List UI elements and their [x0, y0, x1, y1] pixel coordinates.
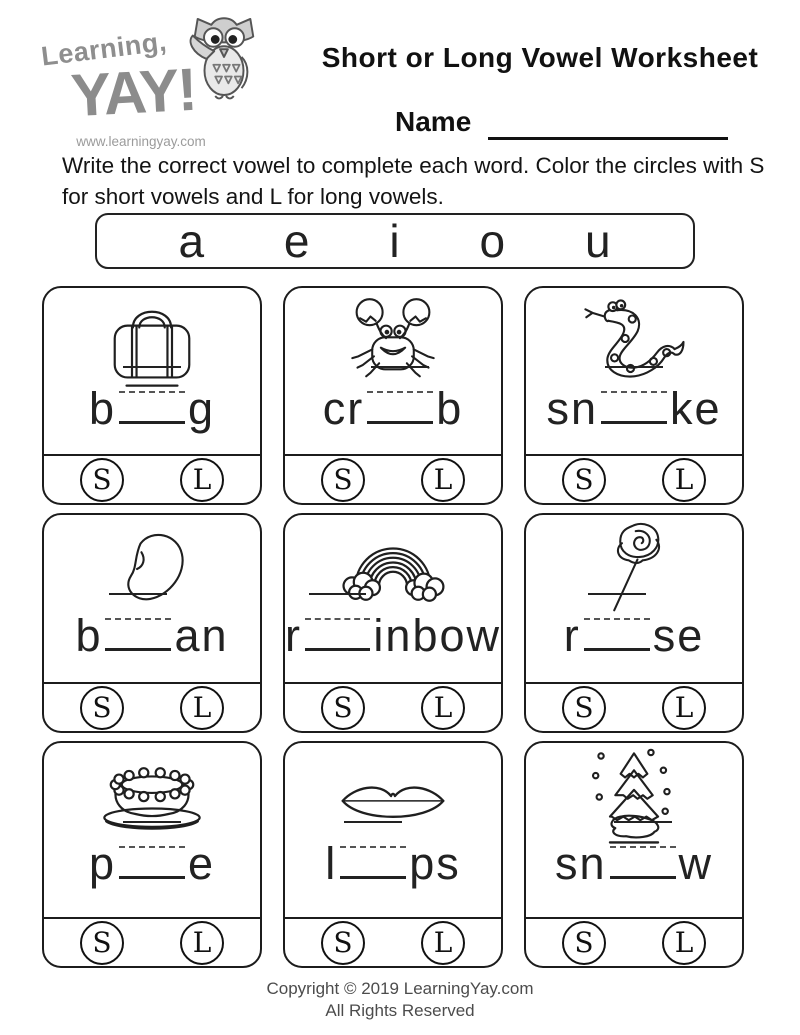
vowel-o: o: [479, 215, 507, 267]
long-vowel-circle[interactable]: L: [421, 686, 465, 730]
long-vowel-circle[interactable]: L: [180, 686, 224, 730]
page-title: Short or Long Vowel Worksheet: [321, 42, 759, 73]
word-prefix: b: [88, 383, 116, 434]
vowel-blank[interactable]: [119, 391, 185, 424]
card-lips: [283, 741, 503, 968]
word-pie: [44, 838, 260, 917]
vowel-blank[interactable]: [367, 391, 433, 424]
vowel-blank[interactable]: [105, 618, 171, 651]
short-vowel-circle[interactable]: S: [80, 686, 124, 730]
snow-image: [526, 743, 742, 841]
word-snow: [526, 838, 742, 917]
word-rainbow: [285, 610, 501, 682]
word-suffix: e: [188, 838, 216, 889]
vowel-blank[interactable]: [119, 846, 185, 879]
card-snake: [524, 286, 744, 505]
word-prefix: b: [75, 610, 103, 661]
bag-image: [44, 288, 260, 386]
choice-row: [285, 917, 501, 966]
name-row: [395, 106, 471, 142]
long-vowel-circle[interactable]: L: [180, 458, 224, 502]
short-vowel-circle[interactable]: S: [321, 921, 365, 965]
choice-row: [526, 917, 742, 966]
word-prefix: r: [285, 610, 302, 661]
vowel-blank[interactable]: [610, 846, 676, 879]
vowel-i: i: [389, 215, 401, 267]
choice-row: [526, 454, 742, 503]
card-pie: [42, 741, 262, 968]
card-rainbow: [283, 513, 503, 733]
vowel-e: e: [283, 215, 311, 267]
word-suffix: g: [188, 383, 216, 434]
pie-image: [44, 743, 260, 841]
name-input-line[interactable]: [488, 108, 728, 140]
long-vowel-circle[interactable]: L: [421, 458, 465, 502]
word-prefix: r: [563, 610, 581, 661]
choice-row: [285, 454, 501, 503]
word-lips: [285, 838, 501, 917]
copyright-line: Copyright © 2019 LearningYay.com: [266, 979, 534, 998]
word-suffix: w: [678, 838, 714, 889]
card-rose: [524, 513, 744, 733]
snake-image: [526, 288, 742, 386]
short-vowel-circle[interactable]: S: [321, 686, 365, 730]
word-snake: [526, 383, 742, 454]
word-crab: [285, 383, 501, 454]
card-snow: [524, 741, 744, 968]
choice-row: [44, 454, 260, 503]
instructions-text: Write the correct vowel to complete each word. Color the circles with S for short vowels and L for long vowels.: [62, 153, 765, 209]
card-grid: [42, 286, 744, 968]
word-suffix: se: [652, 610, 705, 661]
rainbow-image: [285, 515, 501, 613]
vowel-blank[interactable]: [305, 618, 370, 651]
footer: [0, 978, 800, 1022]
choice-row: [44, 917, 260, 966]
card-bean: [42, 513, 262, 733]
word-prefix: cr: [322, 383, 365, 434]
vowel-a: a: [178, 215, 206, 267]
logo: [35, 12, 247, 149]
word-suffix: ke: [670, 383, 722, 434]
word-prefix: sn: [546, 383, 598, 434]
word-prefix: p: [88, 838, 116, 889]
short-vowel-circle[interactable]: S: [80, 921, 124, 965]
word-bean: [44, 610, 260, 682]
short-vowel-circle[interactable]: S: [80, 458, 124, 502]
long-vowel-circle[interactable]: L: [662, 458, 706, 502]
vowel-blank[interactable]: [601, 391, 667, 424]
card-crab: [283, 286, 503, 505]
bean-image: [44, 515, 260, 613]
word-bag: [44, 383, 260, 454]
lips-image: [285, 743, 501, 841]
word-suffix: inbow: [373, 610, 501, 661]
word-prefix: sn: [554, 838, 607, 889]
vowel-blank[interactable]: [584, 618, 650, 651]
choice-row: [44, 682, 260, 731]
word-suffix: b: [436, 383, 464, 434]
short-vowel-circle[interactable]: S: [562, 686, 606, 730]
vowel-bank: [95, 213, 695, 269]
name-label: Name: [395, 106, 472, 137]
rights-line: All Rights Reserved: [325, 1001, 475, 1020]
owl-icon: [185, 10, 263, 107]
vowel-blank[interactable]: [340, 846, 406, 879]
long-vowel-circle[interactable]: L: [421, 921, 465, 965]
word-prefix: l: [325, 838, 338, 889]
rose-image: [526, 515, 742, 613]
vowel-u: u: [584, 215, 612, 267]
short-vowel-circle[interactable]: S: [562, 921, 606, 965]
word-suffix: ps: [409, 838, 461, 889]
short-vowel-circle[interactable]: S: [321, 458, 365, 502]
long-vowel-circle[interactable]: L: [662, 921, 706, 965]
word-suffix: an: [174, 610, 229, 661]
long-vowel-circle[interactable]: L: [180, 921, 224, 965]
crab-image: [285, 288, 501, 386]
word-rose: [526, 610, 742, 682]
logo-text-yay: YAY!: [69, 55, 198, 130]
short-vowel-circle[interactable]: S: [562, 458, 606, 502]
choice-row: [526, 682, 742, 731]
choice-row: [285, 682, 501, 731]
card-bag: [42, 286, 262, 505]
logo-text-learning: Learning,: [39, 26, 169, 72]
long-vowel-circle[interactable]: L: [662, 686, 706, 730]
logo-url: www.learningyay.com: [76, 134, 206, 149]
